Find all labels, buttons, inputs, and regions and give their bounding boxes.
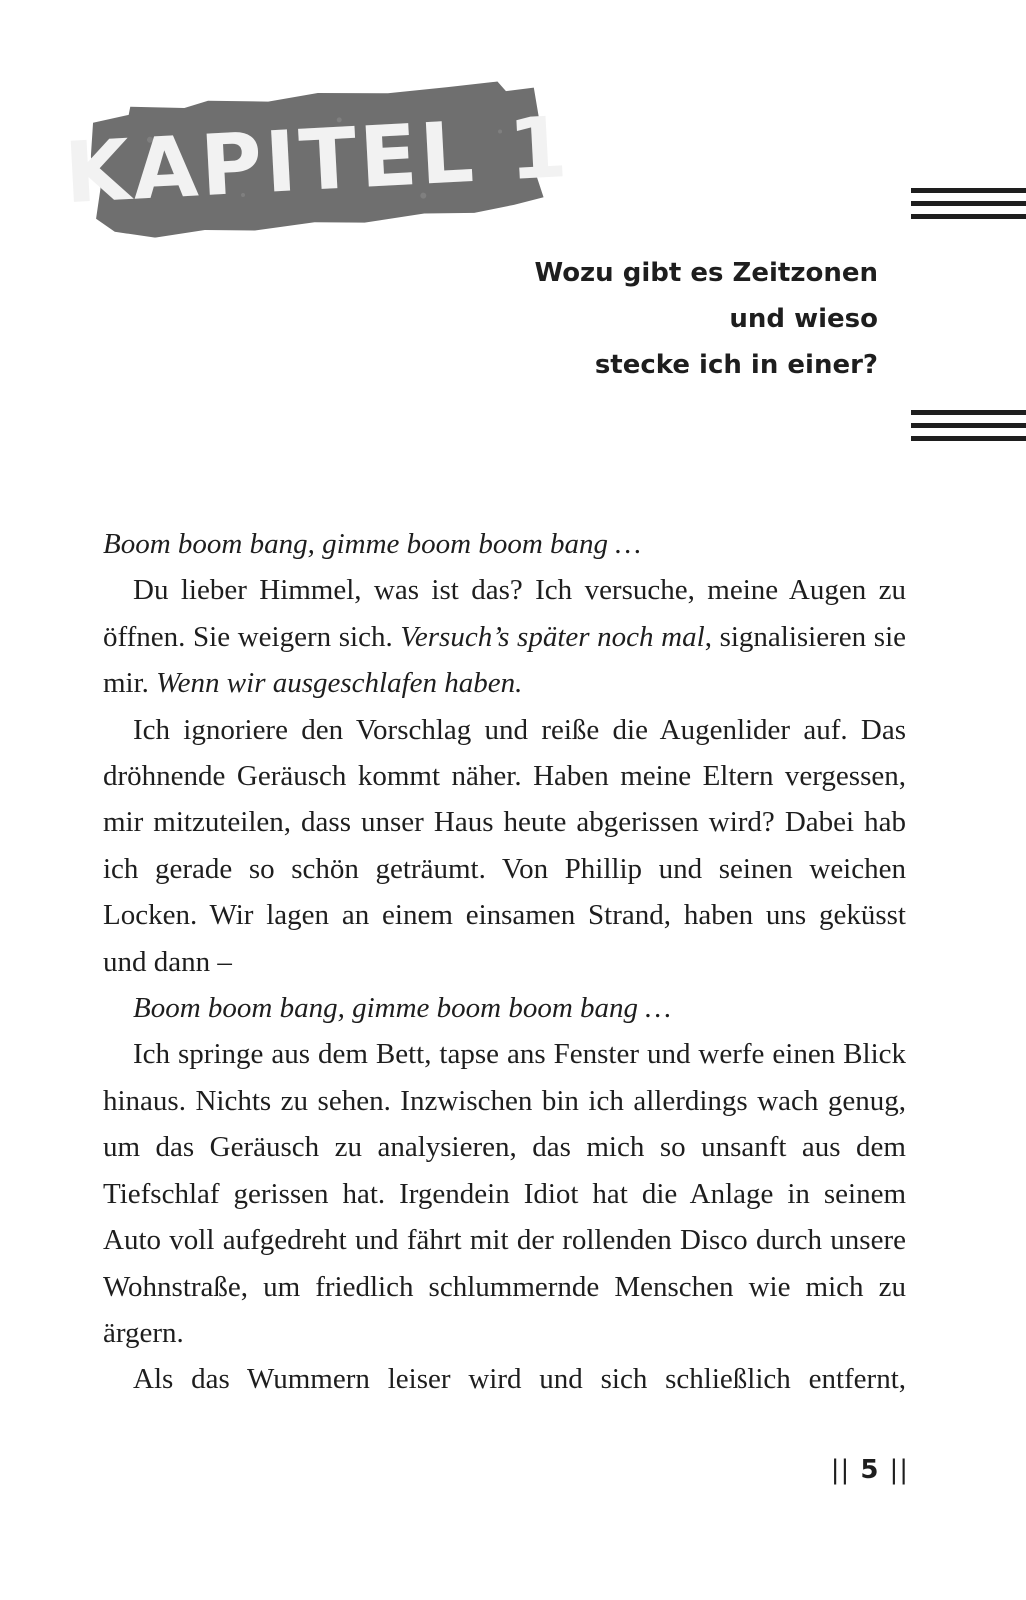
- rule-line: [911, 436, 1026, 441]
- italic-text: Versuch’s später noch mal: [400, 620, 705, 653]
- paragraph: [103, 567, 906, 706]
- italic-text: Wenn wir ausgeschlafen haben.: [156, 667, 523, 700]
- paragraph: [103, 1356, 906, 1402]
- rule-line: [911, 423, 1026, 428]
- text-segment: , signalisieren sie mir.: [103, 620, 906, 700]
- chapter-label: KAPITEL 1: [62, 97, 573, 223]
- rule-line: [911, 214, 1026, 219]
- paragraph: [103, 707, 906, 985]
- paragraph: [103, 985, 906, 1031]
- text-segment: Du lieber Himmel, was ist das? Ich versuche, meine Augen zu öffnen. Sie weigern sich.: [103, 574, 906, 653]
- body-text: [103, 521, 906, 1403]
- subtitle-line: und wieso: [729, 304, 878, 334]
- decorative-rules-top: [911, 188, 1026, 227]
- page-separator-left: ||: [830, 1455, 851, 1485]
- paragraph: [103, 1031, 906, 1356]
- rule-line: [911, 188, 1026, 193]
- chapter-subtitle: [534, 250, 878, 388]
- page-separator-right: ||: [889, 1455, 909, 1485]
- text-segment: Ich ignoriere den Vorschlag und reiße die Augenlider auf. Das dröhnende Geräusch kommt näher. Haben meine Eltern vergessen, mir mitzuteilen, dass unser Haus heute abgerissen wird? Dabei hab ich gerade so schön geträumt. Von Phillip und seinen weichen Locken. Wir lagen an einem einsamen Strand, haben uns geküsst und dann –: [103, 713, 906, 978]
- decorative-rules-bottom: [911, 410, 1026, 449]
- subtitle-line: Wozu gibt es Zeitzonen: [534, 258, 878, 288]
- italic-text: Boom boom bang, gimme boom boom bang …: [103, 528, 642, 560]
- text-segment: Als das Wummern leiser wird und sich schließlich entfernt,: [133, 1363, 906, 1396]
- text-segment: Ich springe aus dem Bett, tapse ans Fenster und werfe einen Blick hinaus. Nichts zu sehen. Inzwischen bin ich allerdings wach genug, um das Geräusch zu analysieren, das mich so unsanft aus dem Tiefschlaf gerissen hat. Irgendein Idiot hat die Anlage in seinem Auto voll aufgedreht und fährt mit der rollenden Disco durch unsere Wohnstraße, um friedlich schlummernde Menschen wie mich zu ärgern.: [103, 1038, 906, 1349]
- rule-line: [911, 410, 1026, 415]
- italic-text: Boom boom bang, gimme boom boom bang …: [133, 992, 672, 1025]
- rule-line: [911, 201, 1026, 206]
- subtitle-line: stecke ich in einer?: [594, 350, 878, 380]
- chapter-banner: [62, 79, 573, 240]
- page-number: 5: [860, 1455, 880, 1485]
- paragraph: [103, 521, 906, 567]
- page-number-footer: [831, 1455, 909, 1485]
